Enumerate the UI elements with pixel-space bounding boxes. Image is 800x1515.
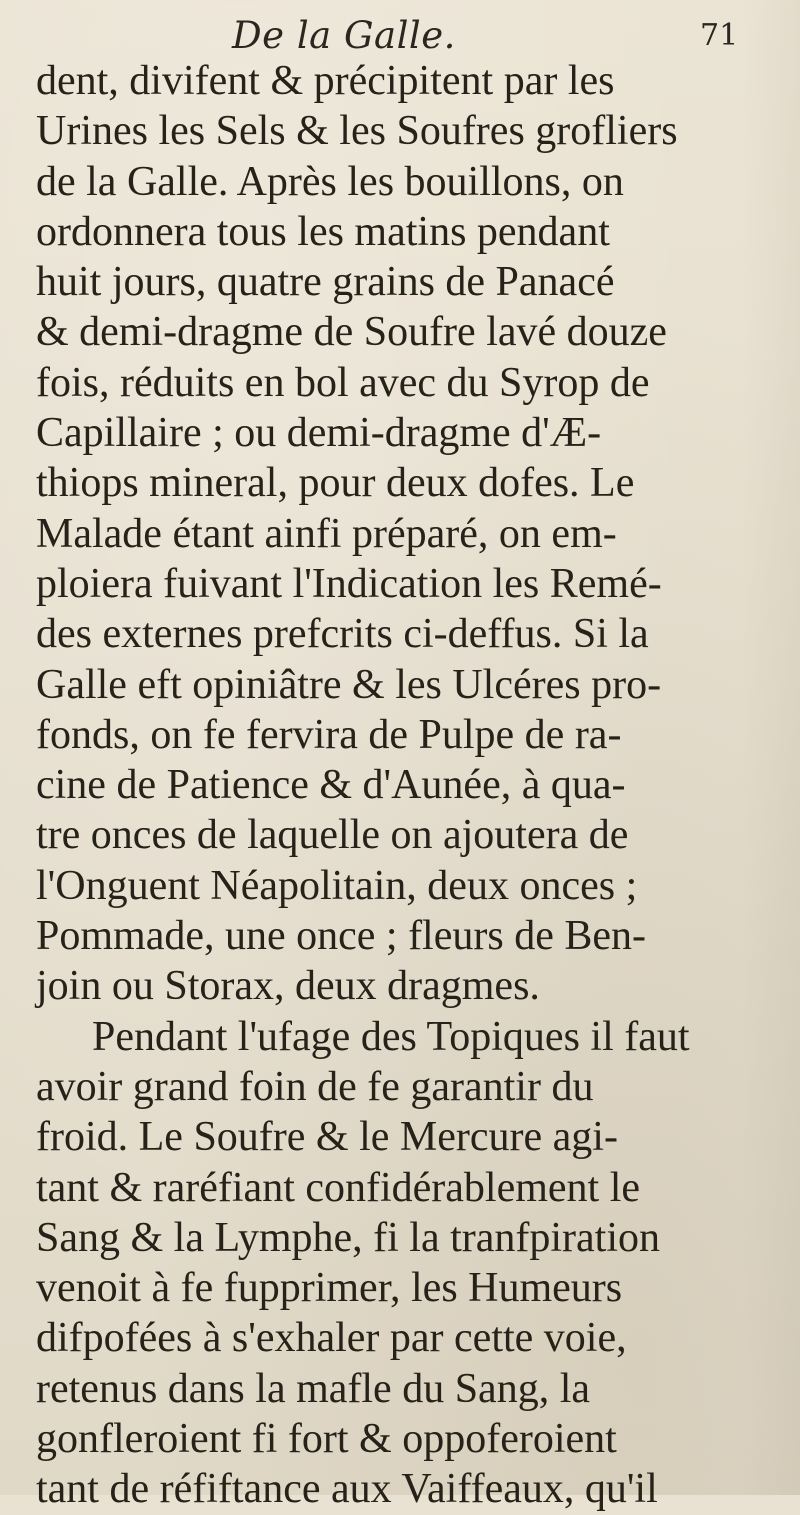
text-line: tre onces de laquelle on ajoutera de [36, 812, 629, 859]
text-line: dent, divifent & précipitent par les [36, 58, 615, 104]
text-line: fois, réduits en bol avec du Syrop de [36, 359, 650, 406]
text-line: Sang & la Lymphe, fi la tranfpiration [36, 1214, 661, 1261]
text-line: Malade étant ainfi préparé, on em- [36, 510, 617, 557]
text-line: Galle eft opiniâtre & les Ulcéres pro- [36, 661, 662, 708]
body-text [36, 56, 786, 1515]
text-line: retenus dans la mafle du Sang, la [36, 1365, 590, 1412]
paragraph-start-line: Pendant l'ufage des Topiques il faut [92, 1013, 690, 1060]
text-line: & demi-dragme de Soufre lavé douze [36, 309, 667, 356]
text-line: fonds, on fe fervira de Pulpe de ra- [36, 711, 622, 758]
text-line: l'Onguent Néapolitain, deux onces ; [36, 862, 638, 909]
text-line: tant & raréfiant confidérablement le [36, 1164, 641, 1211]
text-line: join ou Storax, deux dragmes. [36, 963, 540, 1010]
page-number: 71 [700, 18, 739, 53]
text-line: avoir grand foin de fe garantir du [36, 1063, 594, 1110]
text-line: huit jours, quatre grains de Panacé [36, 259, 615, 306]
text-line: tant de réfiftance aux Vaiffeaux, qu'il [36, 1466, 658, 1513]
running-title: De la Galle. [232, 14, 456, 57]
text-line: gonfleroient fi fort & oppoferoient [36, 1416, 617, 1463]
text-line: cine de Patience & d'Aunée, à qua- [36, 762, 626, 809]
text-line: venoit à fe fupprimer, les Humeurs [36, 1265, 623, 1312]
text-line: ploiera fuivant l'Indication les Remé- [36, 560, 662, 607]
text-line: Urines les Sels & les Soufres grofliers [36, 108, 678, 155]
text-line: thiops mineral, pour deux dofes. Le [36, 460, 635, 507]
text-line: des externes prefcrits ci-deffus. Si la [36, 611, 649, 658]
text-line: Capillaire ; ou demi-dragme d'Æ- [36, 410, 602, 457]
text-line: ordonnera tous les matins pendant [36, 208, 610, 255]
text-line: Pommade, une once ; fleurs de Ben- [36, 913, 646, 960]
text-line: difpofées à s'exhaler par cette voie, [36, 1315, 627, 1362]
text-line: de la Galle. Après les bouillons, on [36, 158, 624, 205]
text-line: froid. Le Soufre & le Mercure agi- [36, 1114, 618, 1161]
